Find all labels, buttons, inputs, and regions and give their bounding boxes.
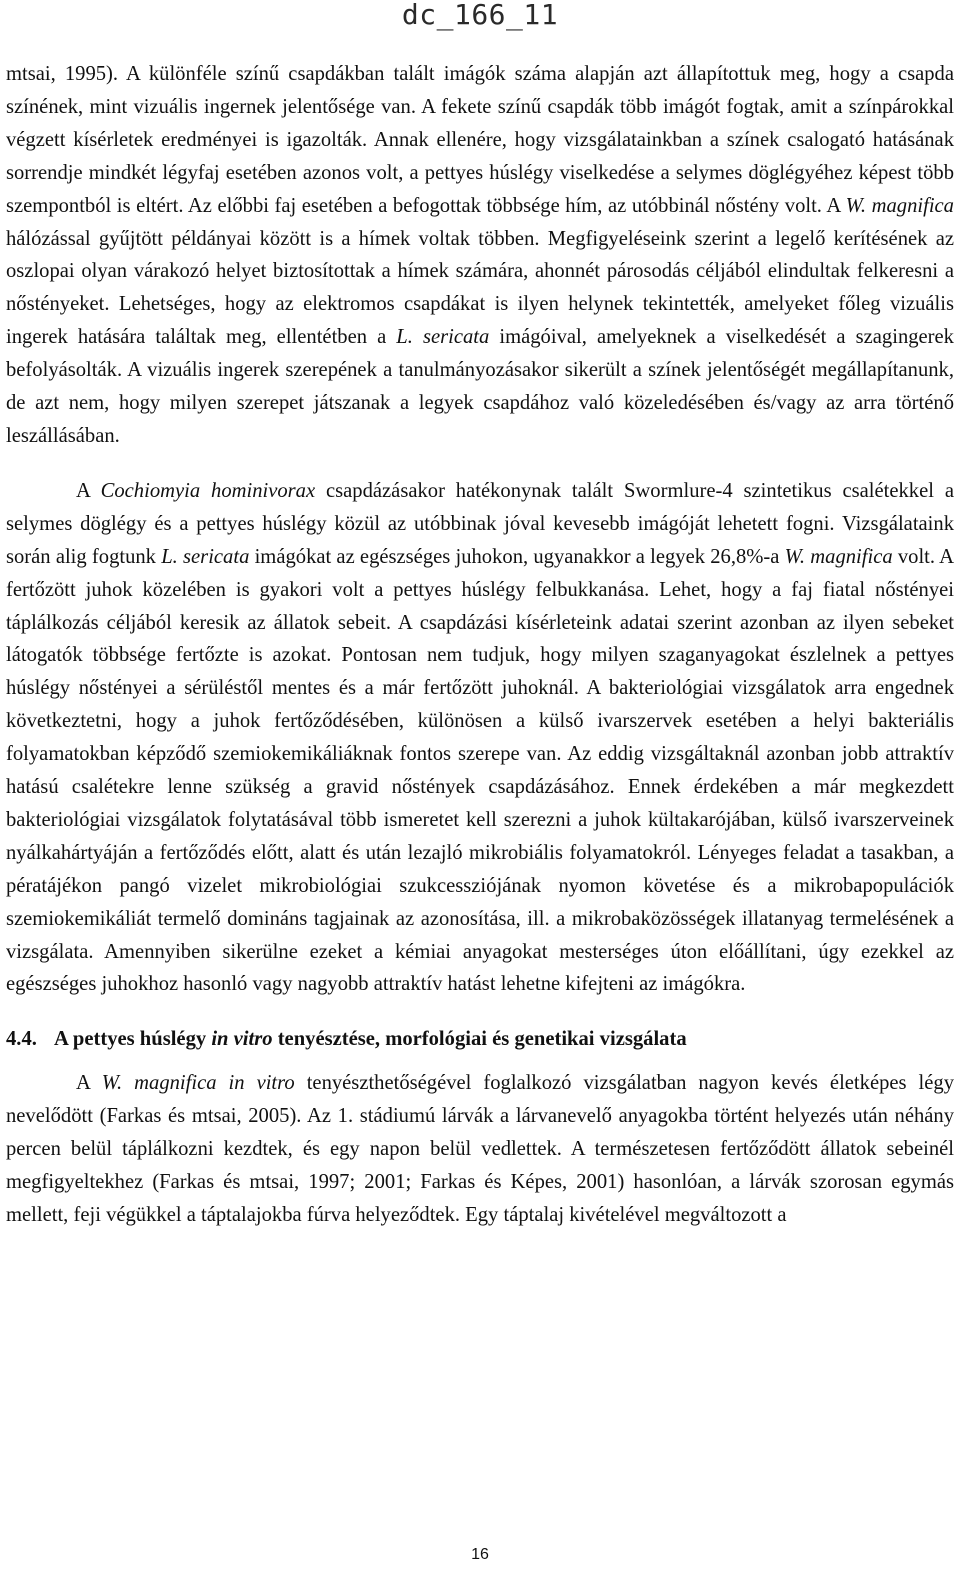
section-number: 4.4. xyxy=(6,1028,37,1051)
paragraph-swormlure-bait: A Cochiomyia hominivorax csapdázásakor hatékonynak talált Swormlure-4 szintetikus csalétekkel a selymes döglégy és a pettyes húslégy közül az utóbbinak jóval kevesebb imágóját lehetett fogni. Vizsgálataink során alig fogtunk L. sericata imágókat az egészséges juhokon, ugyanakkor a legyek 26,8%-a W. magnifica volt. A fertőzött juhok közelében is gyakori volt a pettyes húslégy felbukkanása. Lehet, hogy a faj fiatal nőstényei táplálkozás céljából keresik az állatok sebeit. A csapdázási kísérleteink adatai szerint azonban az ilyen sebeket látogatók többsége fertőzte is azokat. Pontosan nem tudjuk, hogy milyen szaganyagokat észlelnek a pettyes húslégy nőstényei a sérüléstől mentes és a már fertőzött juhoknál. A bakteriológiai vizsgálatok arra engednek következtetni, hogy a juhok fertőződésében, különösen a külső ivarszervek esetében a helyi bakteriális folyamatokban képződő szemiokemikáliáknak fontos szerepe van. Az eddig vizsgáltaknál azonban jobb attraktív hatású csalétekre lenne szükség a gravid nőstények csapdázásához. Ennek érdekében a már megkezdett bakteriológiai vizsgálatok folytatásával több ismeretet kell szerezni a juhok kültakarójában, külső ivarszerveinek nyálkahártyáján a fertőződés előtt, alatt és után lezajló mikrobiális folyamatokról. Lényeges feladat a tasakban, a pératájékon pangó vizelet mikrobiológiai szukcessziójának nyomon követése és a mikrobapopulációk szemiokemikáliát termelő domináns tagjainak az azonosítása, ill. a mikrobaközösségek illatanyag termelésének a vizsgálata. Amennyiben sikerülne ezeket a kémiai anyagokat mesterséges úton előállítani, úgy ezekkel az egészséges juhokhoz hasonló vagy nagyobb attraktív hatást lehetne kifejteni az imágókra. xyxy=(6,479,955,996)
paragraph-colour-traps: mtsai, 1995). A különféle színű csapdákban talált imágók száma alapján azt állapítottuk meg, hogy a csapda színének, mint vizuális ingernek jelentősége van. A fekete színű csapdák több imágót fogtak, amit a színpárokkal végzett kísérletek eredményei is igazolták. Annak ellenére, hogy vizsgálatainkban a színek csalogató hatásának sorrendje mindkét légyfaj esetében azonos volt, a pettyes húslégy viselkedése a selymes döglégyéhez képest több szempontból is eltért. Az előbbi faj esetében a befogottak többsége hím, az utóbbinál nőstény volt. A W. magnifica hálózással gyűjtött példányai között is a hímek voltak többen. Megfigyeléseink szerint a legelő kerítésének az oszlopai olyan várakozó helyet biztosítottak a hímek számára, ahonnét párosodás céljából elindultak felkeresni a nőstényeket. Lehetséges, hogy az elektromos csapdákat is ilyen helynek tekintették, amelyeket főleg vizuális ingerek hatására találtak meg, ellentétben a L. sericata imágóival, amelyeknek a viselkedését a szagingerek befolyásolták. A vizuális ingerek szerepének a tanulmányozásakor sikerült a színek jelentőségét megállapítanunk, de azt nem, hogy milyen szerepet játszanak a legyek csapdához való közeledésében és/vagy az arra történő leszállásában. xyxy=(6,63,954,447)
page-body xyxy=(6,58,954,1232)
page-number: 16 xyxy=(471,1546,489,1563)
document-code-header: dc_166_11 xyxy=(401,0,559,31)
section-heading: 4.4. A pettyes húslégy in vitro tenyésztése, morfológiai és genetikai vizsgálata xyxy=(6,1023,954,1056)
paragraph-in-vitro-rearing: A W. magnifica in vitro tenyészthetőségével foglalkozó vizsgálatban nagyon kevés életképes légy nevelődött (Farkas és mtsai, 2005). Az 1. stádiumú lárvák a lárvanevelő anyagokba történt helyezés után néhány percen belül táplálkozni kezdtek, és egy napon belül vedlettek. A természetesen fertőződött állatok sebeinél megfigyeltekhez (Farkas és mtsai, 1997; 2001; Farkas és Képes, 2001) hasonlóan, a lárvák szorosan egymás mellett, feji végükkel a táptalajokba fúrva helyeződtek. Egy táptalaj kivételével megváltozott a xyxy=(6,1072,955,1226)
